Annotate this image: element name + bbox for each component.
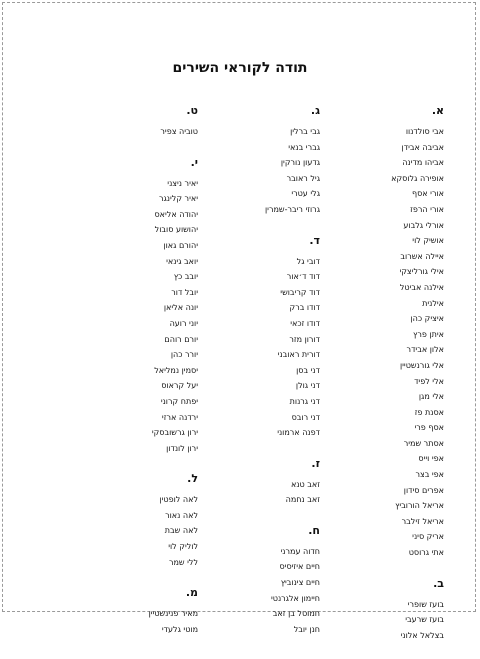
- name-entry: חיימון אלגרנטי: [270, 593, 320, 603]
- name-entry: אלי מגן: [418, 392, 444, 402]
- name-entry: אופירה גלוסקא: [391, 173, 444, 183]
- name-entry: אלי לפיד: [414, 376, 444, 386]
- name-entry: אושיק לוי: [412, 236, 444, 246]
- letter-heading: ז.: [311, 456, 320, 470]
- name-entry: יונה אליאן: [163, 303, 198, 313]
- name-entry: אביהו מדינה: [402, 158, 444, 168]
- name-entry: איציק כהן: [410, 314, 444, 324]
- name-entry: דובי גל: [296, 256, 320, 266]
- name-entry: איילה אשרוב: [400, 251, 444, 261]
- name-entry: אסתר שמיר: [403, 438, 444, 448]
- names-column-middle: [200, 104, 320, 653]
- name-entry: גברי בנאי: [288, 142, 320, 152]
- letter-heading: א.: [431, 104, 444, 117]
- name-entry: יובל דור: [171, 287, 198, 297]
- name-entry: יורר כהן: [170, 350, 198, 360]
- name-entry: אפי וייס: [418, 454, 444, 464]
- names-column-right: [324, 104, 444, 659]
- letter-heading: ג.: [310, 104, 320, 117]
- letter-section: [78, 586, 198, 637]
- letter-section: [78, 104, 198, 140]
- name-entry: אריק סיני: [412, 532, 444, 542]
- name-entry: יהורם גאון: [163, 240, 198, 250]
- letter-heading: ט.: [186, 104, 198, 117]
- name-entry: בצלאל אלוני: [400, 630, 444, 640]
- page-title: תודה לקוראי השירים: [172, 60, 308, 76]
- name-entry: גרוזי ריבר-שמרין: [264, 204, 320, 214]
- name-entry: דני גולן: [295, 381, 320, 391]
- name-entry: דודו ברק: [289, 303, 320, 313]
- name-entry: אלי גורנשטיין: [399, 360, 444, 370]
- name-entry: לאה לופטין: [159, 495, 198, 505]
- letter-section: [200, 457, 320, 508]
- name-entry: חיים איזיסיס: [279, 562, 320, 572]
- name-entry: יוני רועה: [169, 318, 198, 328]
- letter-heading: ח.: [308, 523, 320, 537]
- name-entry: גיל ראובר: [286, 173, 320, 183]
- name-entry: ללי שמר: [168, 557, 198, 567]
- name-entry: חמוטל בן זאב: [272, 609, 320, 619]
- name-entry: יורם רוהם: [164, 334, 198, 344]
- name-entry: גדעון נורקין: [280, 158, 320, 168]
- name-entry: יואב גינאי: [166, 256, 198, 266]
- letter-section: [200, 524, 320, 638]
- letter-section: [78, 472, 198, 570]
- letter-heading: ד.: [309, 233, 320, 247]
- name-entry: אריאל הורוביץ: [395, 501, 444, 511]
- name-entry: יאיר ניצני: [167, 178, 198, 188]
- name-entry: זאב נחמה: [285, 495, 320, 505]
- name-entry: מוטי גלעדי: [161, 624, 198, 634]
- name-entry: לוליק לוי: [168, 542, 198, 552]
- name-entry: אפי בצר: [415, 470, 444, 480]
- letter-section: [324, 104, 444, 561]
- name-entry: אילי גורליצקי: [399, 267, 444, 277]
- name-entry: אביבה אבידן: [401, 142, 444, 152]
- name-entry: גלי עטרי: [291, 189, 320, 199]
- name-entry: יאיר קלינגר: [158, 194, 198, 204]
- letter-heading: מ.: [185, 586, 198, 600]
- name-entry: חדוה עמרני: [280, 546, 320, 556]
- name-entry: אלון אבידר: [406, 345, 444, 355]
- letter-section: [78, 156, 198, 457]
- name-entry: אילנית: [422, 298, 444, 308]
- letter-heading: ב.: [433, 576, 444, 590]
- name-entry: יהודה אליאס: [154, 209, 198, 219]
- letter-section: [200, 104, 320, 218]
- name-entry: יפתח קרוני: [160, 396, 198, 406]
- name-entry: אריאל זילבר: [401, 516, 444, 526]
- name-entry: יעל קראוס: [161, 381, 198, 391]
- name-entry: לאה נאור: [165, 510, 198, 520]
- name-entry: דני בסן: [296, 365, 320, 375]
- name-entry: גבי ברלין: [290, 127, 320, 136]
- name-entry: חיים צינוביץ: [280, 578, 320, 588]
- name-entry: מאיר פנינשטיין: [148, 609, 198, 619]
- letter-section: [200, 234, 320, 441]
- name-entry: זאב טנא: [290, 479, 320, 489]
- name-entry: יהושוע סובול: [154, 225, 198, 235]
- name-entry: אורי אסף: [411, 189, 444, 199]
- name-entry: אתי גרוסט: [408, 548, 444, 558]
- name-entry: ירדנה ארזי: [161, 412, 198, 422]
- name-entry: אסף פרי: [414, 423, 444, 433]
- name-entry: ירון גרשובסקי: [151, 428, 198, 438]
- letter-section: [324, 577, 444, 644]
- name-entry: ירון לונדון: [166, 443, 198, 453]
- name-entry: אסנת פז: [414, 407, 444, 417]
- name-entry: בועז שרעבי: [405, 615, 444, 625]
- name-entry: אורי הרפז: [410, 204, 444, 214]
- names-column-left: [78, 104, 198, 653]
- name-entry: דוד קריבושי: [280, 287, 320, 297]
- name-entry: אילנה אביטל: [399, 282, 444, 292]
- name-entry: יסמין נמליאל: [154, 365, 198, 375]
- name-entry: דוד ד׳אור: [286, 272, 320, 282]
- name-entry: דורון מזר: [289, 334, 320, 344]
- name-entry: לאה שבת: [164, 526, 198, 536]
- name-entry: חנן יובל: [293, 624, 320, 634]
- letter-heading: ל.: [187, 472, 198, 486]
- name-entry: אורלי גלבוע: [403, 220, 444, 230]
- name-entry: איתן פרץ: [413, 329, 444, 339]
- letter-heading: י.: [190, 155, 198, 169]
- name-entry: דני רובס: [291, 412, 320, 422]
- name-entry: אבי סולדנוו: [405, 127, 444, 136]
- name-entry: בועז שופרי: [407, 599, 444, 609]
- name-entry: טוביה צפיר: [160, 127, 198, 136]
- name-entry: אפרים סידון: [403, 485, 444, 495]
- name-entry: דורית ראובני: [277, 350, 320, 360]
- name-entry: דודו זכאי: [290, 318, 320, 328]
- name-entry: דני גרנות: [289, 396, 320, 406]
- name-entry: יובב כץ: [173, 272, 198, 282]
- name-entry: דפנה ארמוני: [277, 428, 320, 438]
